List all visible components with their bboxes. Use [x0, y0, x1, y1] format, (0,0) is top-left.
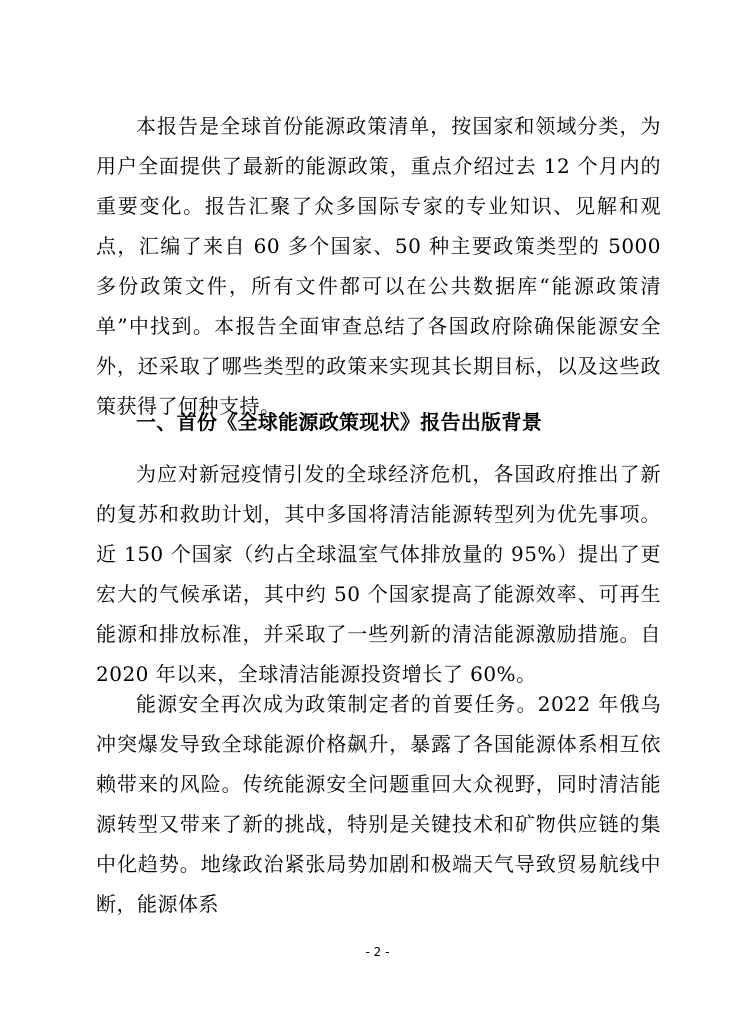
section-heading: 一、首份《全球能源政策现状》报告出版背景 — [136, 410, 542, 434]
background-paragraph-1: 为应对新冠疫情引发的全球经济危机，各国政府推出了新的复苏和救助计划，其中多国将清洁能源转型列为优先事项。近 150 个国家（约占全球温室气体排放量的 95%）提出了更宏大的气候承诺，其中约 50 个国家提高了能源效率、可再生能源和排放标准，并采取了一些列新的清洁能源激励措施。自 2020 年以来，全球清洁能源投资增长了 60%。 — [96, 462, 661, 686]
page-number: - 2 - — [365, 945, 390, 959]
background-paragraph-2: 能源安全再次成为政策制定者的首要任务。2022 年俄乌冲突爆发导致全球能源价格飙升，暴露了各国能源体系相互依赖带来的风险。传统能源安全问题重回大众视野，同时清洁能源转型又带来了新的挑战，特别是关键技术和矿物供应链的集中化趋势。地缘政治紧张局势加剧和极端天气导致贸易航线中断，能源体系 — [96, 692, 661, 916]
intro-paragraph: 本报告是全球首份能源政策清单，按国家和领域分类，为用户全面提供了最新的能源政策，重点介绍过去 12 个月内的重要变化。报告汇聚了众多国际专家的专业知识、见解和观点，汇编了来自 60 多个国家、50 种主要政策类型的 5000 多份政策文件，所有文件都可以在公共数据库“能源政策清单”中找到。本报告全面审查总结了各国政府除确保能源安全外，还采取了哪些类型的政策来实现其长期目标，以及这些政策获得了何种支持。 — [96, 114, 661, 418]
